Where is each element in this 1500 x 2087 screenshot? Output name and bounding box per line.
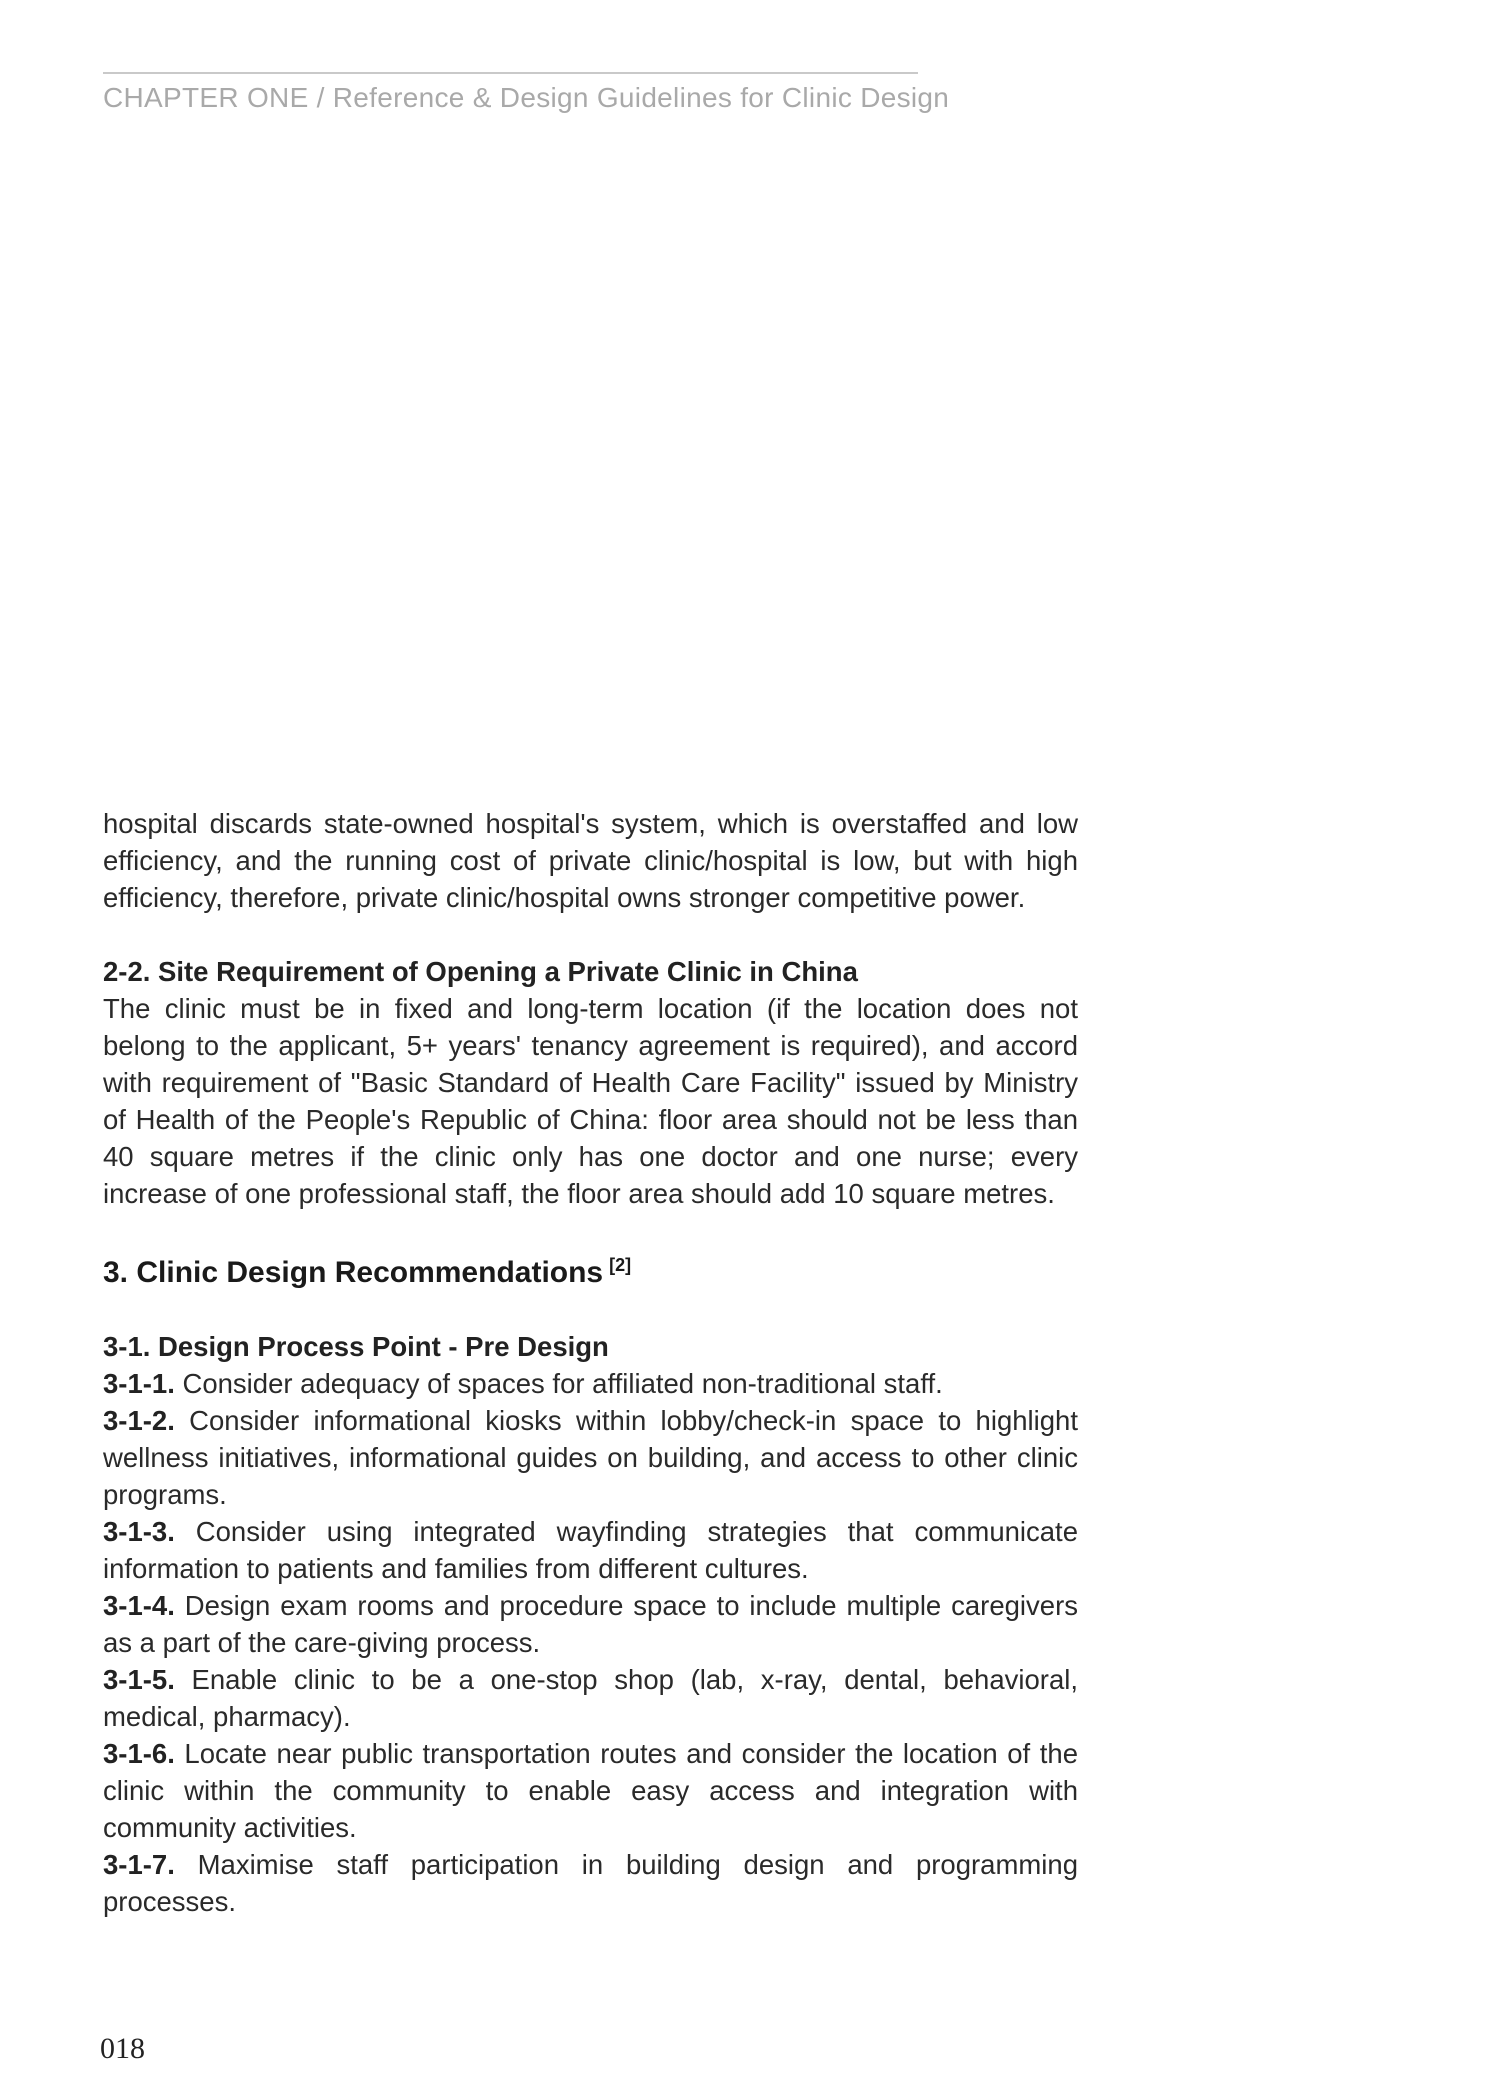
item-number: 3-1-5. [103, 1664, 175, 1695]
item-number: 3-1-7. [103, 1849, 175, 1880]
item-text: Design exam rooms and procedure space to include multiple caregivers as a part of the care-giving process. [103, 1590, 1078, 1658]
running-header: CHAPTER ONE / Reference & Design Guidelines for Clinic Design [103, 82, 950, 113]
item-number: 3-1-3. [103, 1516, 175, 1547]
list-item [103, 1365, 1078, 1402]
section-2-2-text: The clinic must be in fixed and long-term location (if the location does not belong to the applicant, 5+ years' tenancy agreement is required), and accord with requirement of "Basic Standard of Health Care Facility" issued by Ministry of Health of the People's Republic of China: floor area should not be less than 40 square metres if the clinic only has one doctor and one nurse; every increase of one professional staff, the floor area should add 10 square metres. [103, 993, 1078, 1209]
item-text: Enable clinic to be a one-stop shop (lab, x-ray, dental, behavioral, medical, pharmacy). [103, 1664, 1078, 1732]
item-text: Consider adequacy of spaces for affiliated non-traditional staff. [174, 1368, 943, 1399]
list-item [103, 1587, 1078, 1661]
list-item [103, 1402, 1078, 1513]
item-text: Consider using integrated wayfinding strategies that communicate information to patients and families from different cultures. [103, 1516, 1078, 1584]
item-number: 3-1-4. [103, 1590, 175, 1621]
list-item [103, 1846, 1078, 1920]
item-number: 3-1-2. [103, 1405, 175, 1436]
section-3-title: 3. Clinic Design Recommendations [103, 1256, 604, 1289]
list-item [103, 1513, 1078, 1587]
reference-marker: [2] [609, 1255, 632, 1275]
item-number: 3-1-1. [103, 1368, 175, 1399]
header-rule [103, 72, 918, 74]
item-text: Maximise staff participation in building design and programming processes. [103, 1849, 1078, 1917]
section-2-2-heading: 2-2. Site Requirement of Opening a Private Clinic in China [103, 956, 858, 987]
list-item [103, 1661, 1078, 1735]
item-text: Locate near public transportation routes and consider the location of the clinic within the community to enable easy access and integration with community activities. [103, 1738, 1078, 1843]
list-item [103, 1735, 1078, 1846]
continued-paragraph: hospital discards state-owned hospital's system, which is overstaffed and low efficiency, and the running cost of private clinic/hospital is low, but with high efficiency, therefore, private clinic/hospital owns stronger competitive power. [103, 808, 1078, 913]
item-number: 3-1-6. [103, 1738, 175, 1769]
section-3-1-heading: 3-1. Design Process Point - Pre Design [103, 1331, 609, 1362]
page-number: 018 [100, 2032, 145, 2065]
page-body [103, 805, 1078, 1920]
item-text: Consider informational kiosks within lobby/check-in space to highlight wellness initiatives, informational guides on building, and access to other clinic programs. [103, 1405, 1078, 1510]
recommendation-list [103, 1365, 1078, 1920]
section-3-heading [103, 1245, 1078, 1293]
